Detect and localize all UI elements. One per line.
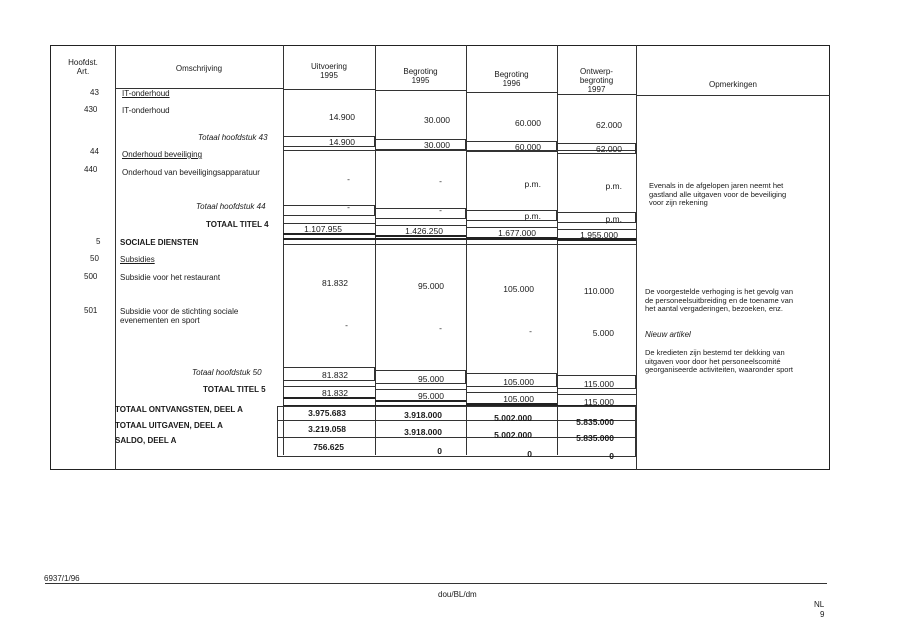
- cell-value: -: [439, 205, 442, 215]
- page-number: 9: [820, 610, 825, 619]
- row-label: IT-onderhoud: [122, 89, 170, 98]
- art-number: 501: [84, 306, 98, 315]
- cell-value: 30.000: [424, 115, 450, 125]
- row-label: SOCIALE DIENSTEN: [120, 238, 199, 247]
- total-label: TOTAAL UITGAVEN, DEEL A: [115, 421, 223, 430]
- cell-value: -: [347, 202, 350, 212]
- cell-value: 3.918.000: [404, 410, 442, 420]
- cell-value: -: [529, 326, 532, 336]
- header-opmerkingen: Opmerkingen: [708, 80, 758, 89]
- subtotal-label: Totaal hoofdstuk 50: [192, 368, 262, 377]
- row-label: IT-onderhoud: [122, 106, 170, 115]
- cell-value: 0: [609, 451, 614, 461]
- subtotal-label: Totaal hoofdstuk 44: [196, 202, 266, 211]
- art-number: 440: [84, 165, 98, 174]
- art-number: 44: [90, 147, 99, 156]
- header-rule: [283, 89, 375, 90]
- cell-value: 105.000: [503, 377, 534, 387]
- cell-value: 5.002.000: [494, 430, 532, 440]
- cell-value: p.m.: [605, 181, 622, 191]
- section-rule: [283, 244, 636, 245]
- col-divider: [636, 45, 637, 470]
- initials: dou/BL/dm: [438, 590, 477, 599]
- header-rule: [466, 92, 557, 93]
- art-number: 43: [90, 88, 99, 97]
- row-label: Subsidie voor de stichting sociale evenementen en sport: [120, 307, 239, 325]
- cell-value: 60.000: [515, 118, 541, 128]
- cell-value: 1.677.000: [498, 228, 536, 238]
- cell-value: 3.918.000: [404, 427, 442, 437]
- art-number: 500: [84, 272, 98, 281]
- total-label: SALDO, DEEL A: [115, 436, 177, 445]
- cell-value: 5.835.000: [576, 417, 614, 427]
- cell-value: -: [347, 174, 350, 184]
- cell-value: 30.000: [424, 140, 450, 150]
- total-label: TOTAAL ONTVANGSTEN, DEEL A: [115, 405, 243, 414]
- row-label: Onderhoud beveiliging: [122, 150, 203, 159]
- subtotal-label: Totaal hoofdstuk 43: [198, 133, 268, 142]
- cell-value: 60.000: [515, 142, 541, 152]
- cell-value: 0: [527, 449, 532, 459]
- header-begroting-1996: Begroting 1996: [494, 70, 529, 88]
- cell-value: 62.000: [596, 144, 622, 154]
- remark-title: Nieuw artikel: [645, 330, 691, 339]
- art-number: 50: [90, 254, 99, 263]
- cell-value: 1.955.000: [580, 230, 618, 240]
- cell-value: 95.000: [418, 391, 444, 401]
- cell-value: 3.219.058: [308, 424, 346, 434]
- cell-value: 5.000: [592, 328, 614, 338]
- total-label: TOTAAL TITEL 5: [203, 385, 266, 394]
- cell-value: 1.426.250: [405, 226, 443, 236]
- header-begroting-1995: Begroting 1995: [403, 67, 438, 85]
- cell-value: p.m.: [524, 211, 541, 221]
- cell-value: 5.835.000: [576, 433, 614, 443]
- doc-reference: 6937/1/96: [44, 574, 80, 583]
- header-rule: [557, 94, 636, 95]
- language-code: NL: [814, 600, 825, 609]
- cell-value: -: [439, 176, 442, 186]
- cell-value: 115.000: [583, 379, 614, 389]
- cell-value: 115.000: [583, 397, 614, 407]
- cell-value: 1.107.955: [304, 224, 342, 234]
- header-uitvoering: Uitvoering 1995: [310, 62, 347, 80]
- cell-value: 95.000: [418, 281, 444, 291]
- header-omschrijving: Omschrijving: [175, 64, 223, 73]
- cell-value: 5.002.000: [494, 413, 532, 423]
- cell-value: 81.832: [322, 370, 348, 380]
- cell-value: -: [345, 320, 348, 330]
- art-number: 5: [96, 237, 101, 246]
- cell-value: 3.975.683: [308, 408, 346, 418]
- remark-text: De kredieten zijn bestemd ter dekking van uitgaven voor door het personeelscomité georganiseerde activiteiten, waaronder sport: [645, 348, 794, 374]
- cell-value: 105.000: [503, 394, 534, 404]
- cell-value: p.m.: [605, 214, 622, 224]
- row-label: Subsidies: [120, 255, 155, 264]
- cell-value: 14.900: [329, 137, 355, 147]
- cell-value: -: [439, 323, 442, 333]
- header-ontwerpbegroting-1997: Ontwerp- begroting 1997: [579, 67, 614, 94]
- cell-value: p.m.: [524, 179, 541, 189]
- cell-value: 756.625: [313, 442, 344, 452]
- cell-value: 14.900: [329, 112, 355, 122]
- cell-value: 62.000: [596, 120, 622, 130]
- art-number: 430: [84, 105, 98, 114]
- row-label: Subsidie voor het restaurant: [120, 273, 221, 282]
- header-rule: [375, 90, 466, 91]
- header-art: Hoofdst. Art.: [68, 58, 98, 76]
- cell-value: 81.832: [322, 278, 348, 288]
- footer-rule: [45, 583, 827, 584]
- cell-value: 95.000: [418, 374, 444, 384]
- row-label: Onderhoud van beveiligingsapparatuur: [122, 168, 260, 177]
- header-rule: [636, 95, 830, 96]
- remark-text: De voorgestelde verhoging is het gevolg van de personeelsuitbreiding en de toename van het aantal vergaderingen, bezoeken, enz.: [645, 287, 794, 313]
- cell-value: 81.832: [322, 388, 348, 398]
- cell-value: 0: [437, 446, 442, 456]
- cell-value: 110.000: [583, 286, 614, 296]
- cell-value: 105.000: [503, 284, 534, 294]
- total-label: TOTAAL TITEL 4: [206, 220, 269, 229]
- remark-text: Evenals in de afgelopen jaren neemt het gastland alle uitgaven voor de beveiliging voor zijn rekening: [649, 181, 787, 207]
